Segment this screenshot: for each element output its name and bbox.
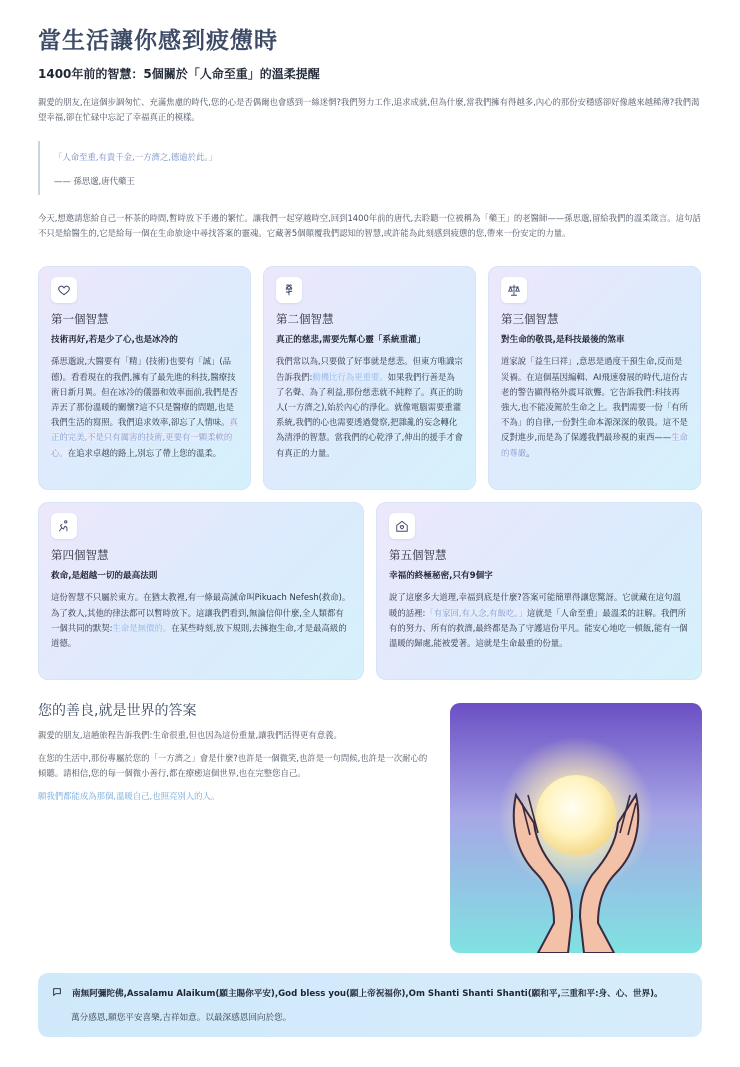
card-body-text: 在某些時刻,放下規則,去擁抱生命,才是最高級的道德。 xyxy=(51,622,347,649)
scale-icon xyxy=(501,277,527,303)
home-heart-icon xyxy=(389,513,415,539)
wisdom-cards-row-1 xyxy=(38,266,702,490)
card-title: 第三個智慧 xyxy=(501,312,559,326)
closing-paragraph-1: 親愛的朋友,這趟旅程告訴我們:生命很重,但也因為這份重量,讓我們活得更有意義。 xyxy=(38,730,342,740)
heart-icon xyxy=(51,277,77,303)
intro-paragraph: 親愛的朋友,在這個步調匆忙、充滿焦慮的時代,您的心是否偶爾也會感到一絲迷惘?我們努力工作,追求成就,但為什麼,當我們擁有得越多,內心的那份安穩感卻好像越來越稀薄?我們渴望幸福,卻在忙碌中忘記了幸福真正的模樣。 xyxy=(38,97,700,122)
quote-author: —— 孫思邈,唐代藥王 xyxy=(54,176,135,186)
card-title: 第一個智慧 xyxy=(51,312,109,326)
closing-paragraph-2: 在您的生活中,那份專屬於您的「一方濟之」會是什麼?也許是一個微笑,也許是一句問候,也許是一次耐心的傾聽。請相信,您的每一個微小善行,都在療癒這個世界,也在完整您自己。 xyxy=(38,753,428,778)
card-body-text: 說了這麼多大道理,幸福到底是什麼?答案可能簡單得讓您驚訝。它就藏在這句溫暖的話裡: xyxy=(389,592,681,618)
card-body-text: 道家說「益生曰祥」,意思是過度干預生命,反而是災禍。在這個基因編輯、AI飛速發展的時代,這份古老的警告顯得格外震耳欲聾。它告訴我們:科技再強大,也不能凌駕於生命之上。我們需要一份「有所不為」的自律,一份對生命本源深深的敬畏。這不是反對進步,而是為了保護我們最珍視的東西—— xyxy=(501,356,688,443)
wisdom-cards-row-2 xyxy=(38,502,702,680)
wisdom-card-4 xyxy=(38,502,364,680)
page xyxy=(38,22,702,1023)
card-body-text: 在追求卓越的路上,別忘了帶上您的溫柔。 xyxy=(67,447,222,458)
card-body xyxy=(51,354,238,460)
card-body-text: 孫思邈說,大醫要有「精」(技術)也要有「誠」(品德)。看看現在的我們,擁有了最先進的科技,醫療技術日新月異。但在冰冷的儀器和效率面前,我們是否弄丟了那份溫暖的關懷?這不只是醫療的問題,也是我們生活的寫照。我們追求效率,卻忘了人情味。 xyxy=(51,356,238,428)
card-body xyxy=(51,590,351,651)
card-title: 第五個智慧 xyxy=(389,548,447,562)
wisdom-card-2 xyxy=(263,266,476,490)
closing-paragraph-3: 願我們都能成為那個,溫暖自己,也照亮別人的人。 xyxy=(38,791,220,801)
card-body-text: 我們常以為,只要做了好事就是慈悲。但東方唯識宗告訴我們: xyxy=(276,356,463,382)
card-highlight: 生命是無價的。 xyxy=(112,622,172,633)
card-title: 第二個智慧 xyxy=(276,312,334,326)
card-body xyxy=(501,354,688,460)
card-subtitle: 救命,是超越一切的最高法則 xyxy=(51,571,158,582)
card-highlight: 「有家回,有人念,有飯吃。」 xyxy=(425,607,527,618)
card-title: 第四個智慧 xyxy=(51,548,109,562)
card-subtitle: 技術再好,若是少了心,也是冰冷的 xyxy=(51,335,178,346)
card-body xyxy=(389,590,689,651)
card-subtitle: 對生命的敬畏,是科技最後的煞車 xyxy=(501,335,625,346)
closing-section xyxy=(38,700,428,804)
invite-paragraph: 今天,想邀請您給自己一杯茶的時間,暫時放下手邊的繁忙。讓我們一起穿越時空,回到1400年前的唐代,去聆聽一位被稱為「藥王」的老醫師——孫思邈,留給我們的溫柔箴言。這句話不只是給醫生的,它是給每一個在生命旅途中尋找答案的靈魂。它藏著5個顛覆我們認知的智慧,或許能為此刻感到疲憊的您,帶來一份安定的力量。 xyxy=(38,213,701,238)
prayer-line-2: 萬分感恩,願您平安喜樂,吉祥如意。以最深感恩回向於您。 xyxy=(71,1013,292,1023)
speech-bubble-icon xyxy=(52,987,62,1000)
card-body-text: 這份智慧不只屬於東方。在猶太教裡,有一條最高誡命叫Pikuach Nefesh(救命)。為了救人,其他的律法都可以暫時放下。這讓我們看到,無論信仰什麼,全人類都有一個共同的默契: xyxy=(51,592,351,633)
closing-title: 您的善良,就是世界的答案 xyxy=(38,703,197,719)
prayer-box xyxy=(38,973,702,1037)
hands-icon xyxy=(51,513,77,539)
wisdom-card-1 xyxy=(38,266,251,490)
prayer-line-1 xyxy=(52,987,688,1000)
card-highlight: 生命的尊嚴 xyxy=(501,432,688,458)
card-body-text: 。 xyxy=(526,447,535,458)
card-body xyxy=(276,354,463,460)
page-title: 當生活讓你感到疲憊時 xyxy=(38,28,278,54)
card-highlight: 真正的完美,不是只有厲害的技術,更要有一顆柔軟的心。 xyxy=(51,417,238,458)
card-subtitle: 真正的慈悲,需要先幫心靈「系統重灌」 xyxy=(276,335,426,346)
page-subtitle: 1400年前的智慧：5個關於「人命至重」的溫柔提醒 xyxy=(38,67,320,81)
wisdom-card-5 xyxy=(376,502,702,680)
wisdom-card-3 xyxy=(488,266,701,490)
glowing-orb-hands-illustration xyxy=(450,703,702,953)
quote-block xyxy=(38,141,702,195)
flower-icon xyxy=(276,277,302,303)
card-body-text: 如果我們行善是為了名聲、為了利益,那份慈悲就不純粹了。真正的助人(一方濟之),始於內心的淨化。就像電腦需要重灌系統,我們的心也需要透過覺察,把雜亂的妄念轉化為清淨的智慧。當我們的心乾淨了,伸出的援手才會有真正的力量。 xyxy=(276,371,463,458)
card-body-text: 這就是「人命至重」最溫柔的註解。我們所有的努力、所有的救濟,最終都是為了守護這份平凡。能安心地吃一頓飯,能有一個溫暖的歸處,能被愛著。這就是生命最重的份量。 xyxy=(389,607,688,649)
card-subtitle: 幸福的終極秘密,只有9個字 xyxy=(389,571,493,582)
quote-text: 「人命至重,有貴千金,一方濟之,德逾於此。」 xyxy=(54,152,217,162)
card-highlight: 動機比行為更重要。 xyxy=(312,371,388,382)
prayer-text: 南無阿彌陀佛,Assalamu Alaikum(願主賜你平安),God bless you(願上帝祝福你),Om Shanti Shanti Shanti(願和平,三重和平:身、心、世界)。 xyxy=(72,989,663,999)
